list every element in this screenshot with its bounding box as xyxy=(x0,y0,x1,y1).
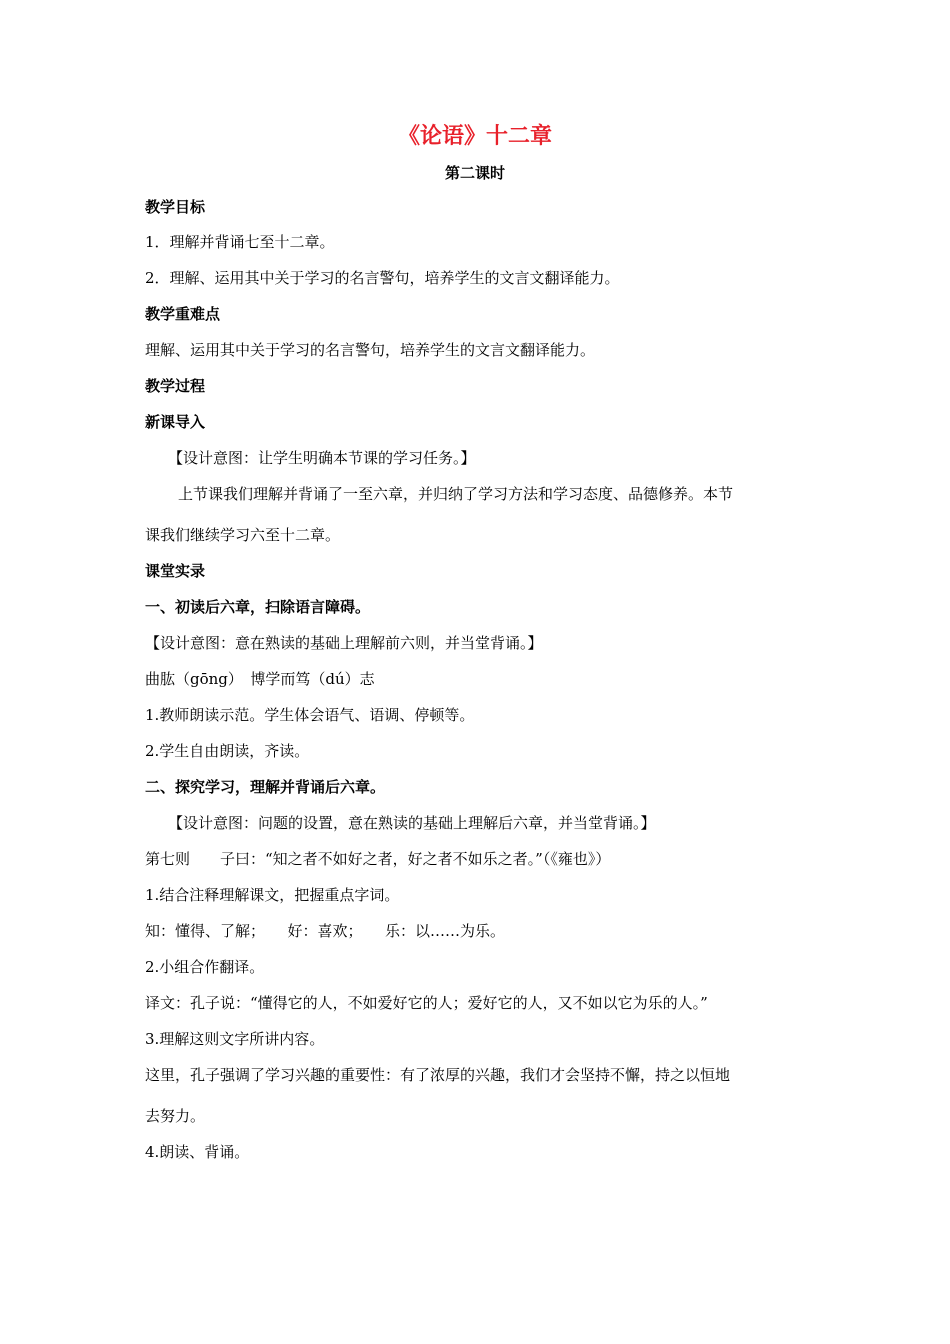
intro-paragraph: 上节课我们理解并背诵了一至六章，并归纳了学习方法和学习态度、品德修养。本节 xyxy=(178,485,734,503)
heading-key-points: 教学重难点 xyxy=(145,305,221,323)
step-2: 2.学生自由朗读，齐读。 xyxy=(145,742,310,760)
task-3: 3.理解这则文字所讲内容。 xyxy=(145,1030,325,1048)
pronunciation-notes: 曲肱（gōng） 博学而笃（dú）志 xyxy=(145,670,375,688)
design-intent-1: 【设计意图：让学生明确本节课的学习任务。】 xyxy=(168,449,476,467)
design-intent-3: 【设计意图：问题的设置，意在熟读的基础上理解后六章，并当堂背诵。】 xyxy=(168,814,656,832)
analysis-text: 这里，孔子强调了学习兴趣的重要性：有了浓厚的兴趣，我们才会坚持不懈，持之以恒地 xyxy=(145,1066,731,1084)
section-heading-1: 一、初读后六章，扫除语言障碍。 xyxy=(145,598,371,616)
section-heading-2: 二、探究学习，理解并背诵后六章。 xyxy=(145,778,386,796)
goal-item-2: 2．理解、运用其中关于学习的名言警句，培养学生的文言文翻译能力。 xyxy=(145,269,620,287)
intro-paragraph-cont: 课我们继续学习六至十二章。 xyxy=(145,526,341,544)
heading-teaching-goals: 教学目标 xyxy=(145,198,206,216)
goal-item-1: 1．理解并背诵七至十二章。 xyxy=(145,233,335,251)
key-points-text: 理解、运用其中关于学习的名言警句，培养学生的文言文翻译能力。 xyxy=(145,341,596,359)
heading-intro: 新课导入 xyxy=(145,413,206,431)
heading-class-record: 课堂实录 xyxy=(145,562,206,580)
chapter-seven-quote: 第七则 子曰：“知之者不如好之者，好之者不如乐之者。”（《雍也》） xyxy=(145,850,611,868)
word-notes: 知：懂得、了解； 好：喜欢； 乐：以……为乐。 xyxy=(145,922,506,940)
translation-text: 译文：孔子说：“懂得它的人，不如爱好它的人；爱好它的人，又不如以它为乐的人。” xyxy=(145,994,708,1012)
design-intent-2: 【设计意图：意在熟读的基础上理解前六则，并当堂背诵。】 xyxy=(145,634,543,652)
task-1: 1.结合注释理解课文，把握重点字词。 xyxy=(145,886,400,904)
task-4: 4.朗读、背诵。 xyxy=(145,1143,250,1161)
lesson-period: 第二课时 xyxy=(444,164,505,182)
analysis-text-cont: 去努力。 xyxy=(145,1107,206,1125)
heading-teaching-process: 教学过程 xyxy=(145,377,206,395)
step-1: 1.教师朗读示范。学生体会语气、语调、停顿等。 xyxy=(145,706,475,724)
task-2: 2.小组合作翻译。 xyxy=(145,958,265,976)
document-title: 《论语》十二章 xyxy=(397,124,552,149)
